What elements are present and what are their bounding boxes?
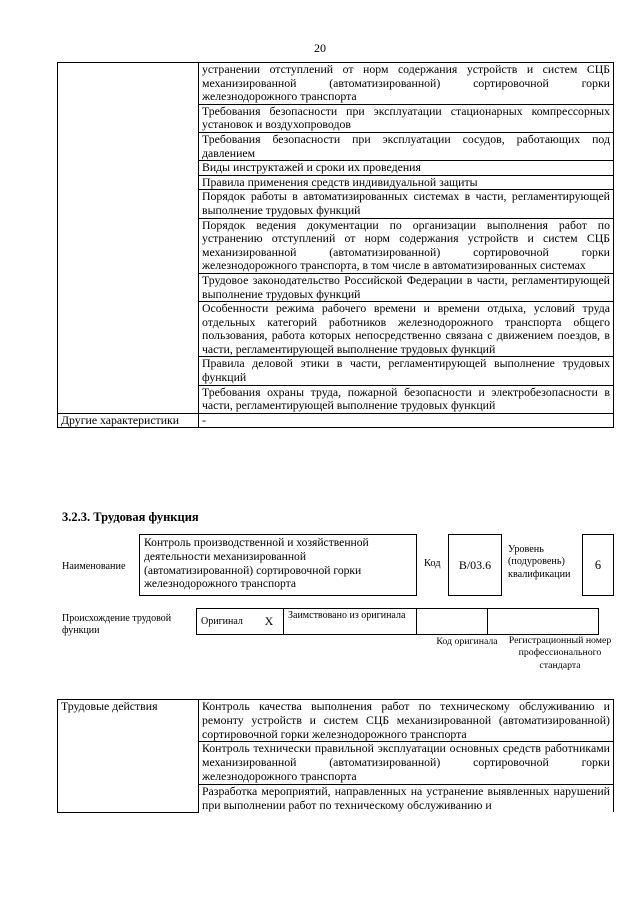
function-name-label: Наименование — [62, 561, 126, 572]
original-mark: X — [255, 609, 284, 635]
page-number: 20 — [314, 41, 326, 55]
table-row — [58, 63, 614, 105]
knowledge-item: Особенности режима рабочего времени и времени отдыха, условий труда отдельных категорий работников железнодорожного транспорта общего пользования, работа которых непосредственно связана с движением поездов, в части, регламентирующей выполнение трудовых функций — [199, 302, 614, 357]
section-title: 3.2.3. Трудовая функция — [62, 510, 199, 524]
origin-label: Происхождение трудовой функции — [62, 613, 172, 636]
other-characteristics-label: Другие характеристики — [58, 413, 199, 428]
code-value — [448, 534, 502, 596]
code-original-cell — [417, 609, 488, 635]
function-name-value: Контроль производственной и хозяйственной деятельности механизированной (автоматизированной) сортировочной горки железнодорожного транспорта — [139, 534, 417, 596]
labor-actions-table — [57, 699, 614, 813]
other-characteristics-value: - — [199, 413, 614, 428]
knowledge-item: Порядок ведения документации по организации выполнения работ по устранению отступлений от норм содержания устройств и систем СЦБ механизированной (автоматизированной) сортировочной горки железнодорожного транспорта, в том числе в автоматизированных системах — [199, 218, 614, 273]
level-label-line: (подуровень) — [508, 556, 565, 568]
origin-table — [196, 608, 599, 635]
level-value-text: 6 — [594, 557, 602, 572]
knowledge-item: Правила деловой этики в части, регламентирующей выполнение трудовых функций — [199, 357, 614, 385]
knowledge-item: Требования безопасности при эксплуатации стационарных компрессорных установок и воздухопроводов — [199, 104, 614, 132]
level-label-line: квалификации — [508, 568, 571, 580]
table-row — [58, 700, 614, 742]
code-original-label: Код оригинала — [436, 636, 498, 647]
knowledge-item: Правила применения средств индивидуальной защиты — [199, 175, 614, 190]
knowledge-table — [57, 62, 614, 428]
original-label: Оригинал — [197, 609, 256, 635]
table-row — [58, 413, 614, 428]
knowledge-item: Требования безопасности при эксплуатации сосудов, работающих под давлением — [199, 132, 614, 160]
knowledge-item: Порядок работы в автоматизированных системах в части, регламентирующей выполнение трудовых функций — [199, 190, 614, 218]
labor-action-item: Контроль технически правильной эксплуатации основных средств работниками механизированной (автоматизированной) сортировочной горки железнодорожного транспорта — [199, 742, 614, 784]
qualification-level-label — [508, 544, 571, 581]
knowledge-item: Требования охраны труда, пожарной безопасности и электробезопасности в части, регламентирующей выполнение трудовых функций — [199, 385, 614, 413]
knowledge-item: Трудовое законодательство Российской Федерации в части, регламентирующей выполнение трудовых функций — [199, 273, 614, 301]
labor-action-item: Разработка мероприятий, направленных на устранение выявленных нарушений при выполнении работ по техническому обслуживанию и — [199, 784, 614, 812]
knowledge-item: устранении отступлений от норм содержания устройств и систем СЦБ механизированной (автоматизированной) сортировочной горки железнодорожного транспорта — [199, 63, 614, 105]
qualification-level-value — [582, 534, 614, 596]
labor-actions-label: Трудовые действия — [58, 700, 199, 813]
borrowed-label: Заимствовано из оригинала — [284, 609, 417, 635]
code-label: Код — [424, 558, 441, 569]
knowledge-label-cell — [58, 63, 199, 414]
knowledge-item: Виды инструктажей и сроки их проведения — [199, 161, 614, 176]
table-row — [197, 609, 599, 635]
registration-number-cell — [488, 609, 599, 635]
level-label-line: Уровень — [508, 544, 544, 555]
code-value-text: B/03.6 — [458, 557, 492, 572]
labor-action-item: Контроль качества выполнения работ по техническому обслуживанию и ремонту устройств и систем СЦБ механизированной (автоматизированной) сортировочной горки железнодорожного транспорта — [199, 700, 614, 742]
registration-number-label: Регистрационный номер профессионального стандарта — [508, 635, 612, 671]
